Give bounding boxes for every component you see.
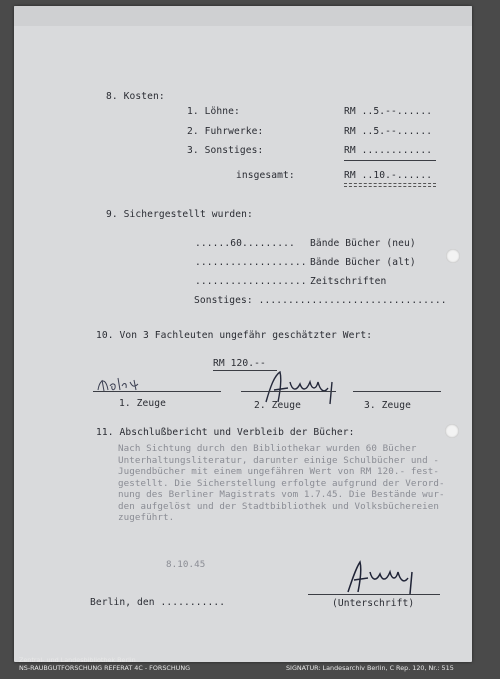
secured-old-label: Bände Bücher (alt): [310, 257, 416, 268]
secured-new-label: Bände Bücher (neu): [310, 238, 416, 249]
cost-total-value: RM ..10.-......: [344, 170, 433, 181]
witness-2-label: 2. Zeuge: [254, 400, 302, 411]
cost-value-other: RM ............: [344, 145, 433, 156]
punch-hole-top: [446, 249, 460, 263]
witness-1-line: [93, 391, 221, 392]
section-11-heading: 11. Abschlußbericht und Verbleib der Bücher:: [96, 427, 355, 438]
signature-line: [308, 594, 440, 595]
witness-1-label: 1. Zeuge: [119, 398, 167, 409]
signature-caption: (Unterschrift): [332, 598, 415, 609]
footer-department: NS-RAUBGUTFORSCHUNG REFERAT 4C - FORSCHUNG: [19, 664, 191, 672]
estimated-value: RM 120.--: [213, 358, 266, 369]
final-report-text: Nach Sichtung durch den Bibliothekar wurden 60 Bücher Unterhaltungsliteratur, darunter einige Schulbücher und - Jugendbücher mit einem ungefähren Wert von RM 120.- fest- gestellt. Die Sicherstellung erfolgte aufgrund der Verord- nung des Berliner Magistrats vom 1.7.45. Die Bestände wur- den aufgelöst und der Stadtbibliothek und Volksbüchereien zugeführt.: [118, 443, 445, 523]
cost-total-label: insgesamt:: [236, 170, 295, 181]
section-9-heading: 9. Sichergestellt wurden:: [106, 209, 253, 220]
section-10-heading: 10. Von 3 Fachleuten ungefähr geschätzter Wert:: [96, 330, 373, 341]
secured-other: Sonstiges: ................................: [194, 295, 447, 306]
secured-periodicals-count: ...................: [195, 276, 307, 287]
cost-total-rule-2: [344, 186, 436, 187]
cost-value-carts: RM ..5.--......: [344, 126, 433, 137]
witness-3-line: [353, 391, 441, 392]
witness-1-signature: [94, 374, 174, 396]
cost-label-wages: 1. Löhne:: [187, 106, 240, 117]
secured-new-count: ......60.........: [195, 238, 295, 249]
cost-total-rule-1: [344, 183, 436, 184]
cost-value-wages: RM ..5.--......: [344, 106, 433, 117]
section-8-heading: 8. Kosten:: [106, 91, 165, 102]
document-page: [14, 6, 472, 662]
cost-label-carts: 2. Fuhrwerke:: [187, 126, 264, 137]
document-date: 8.10.45: [166, 559, 206, 570]
footer-institution: Zentral- und Landesbibliothek Berlin: [19, 656, 136, 664]
witness-2-line: [241, 391, 336, 392]
punch-hole-bottom: [445, 424, 459, 438]
secured-periodicals-label: Zeitschriften: [310, 276, 387, 287]
cost-label-other: 3. Sonstiges:: [187, 145, 264, 156]
witness-3-label: 3. Zeuge: [364, 400, 412, 411]
cost-subtotal-rule: [344, 160, 436, 161]
page-top-edge: [14, 6, 472, 26]
footer-signature-ref: SIGNATUR: Landesarchiv Berlin, C Rep. 120, Nr.: 515: [286, 664, 454, 672]
secured-old-count: ...................: [195, 257, 307, 268]
main-signature: [342, 558, 432, 598]
place-date-line: Berlin, den ...........: [90, 597, 226, 608]
